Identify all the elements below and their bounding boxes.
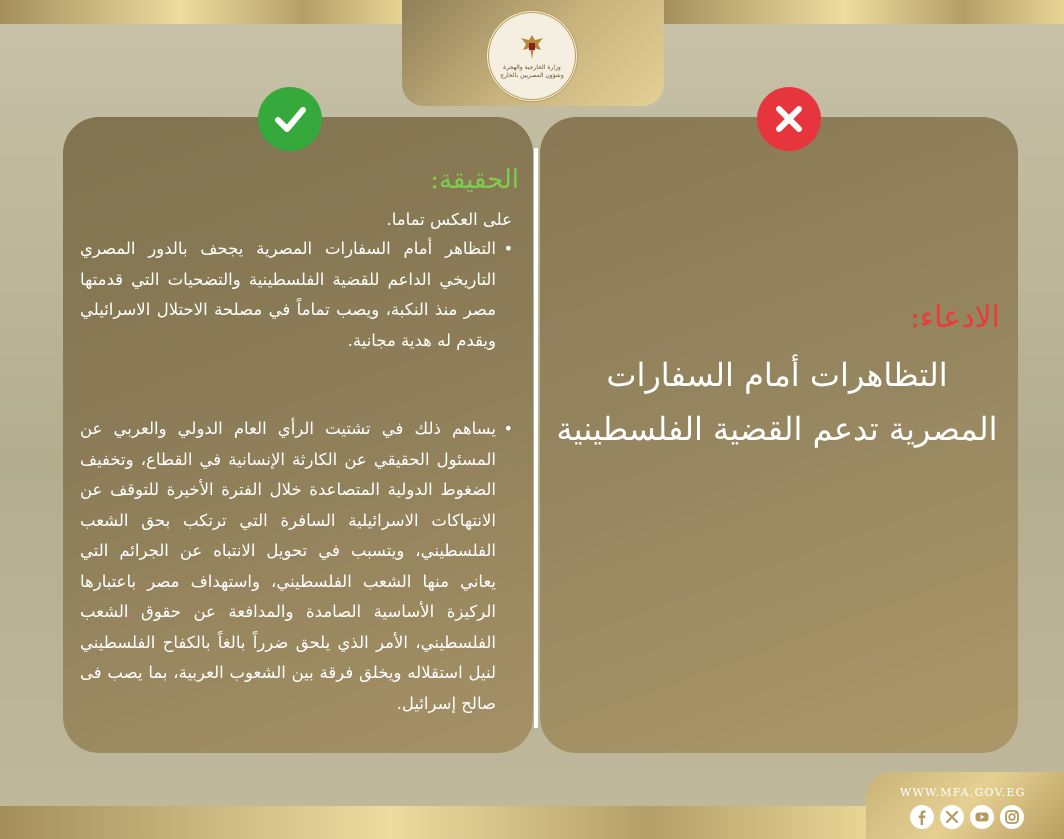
- false-x-badge: [757, 87, 821, 151]
- top-decorative-bar-left: [0, 0, 404, 24]
- fact-intro: على العكس تماما.: [386, 210, 512, 229]
- bottom-decorative-bar: [0, 806, 866, 839]
- bullet-icon: •: [503, 239, 513, 258]
- social-links: [910, 805, 1024, 829]
- fact-list-second: [80, 414, 514, 719]
- claim-text: التظاهرات أمام السفارات المصرية تدعم القضية الفلسطينية: [556, 356, 998, 448]
- claim-heading: الادعاء:: [909, 300, 1000, 335]
- eagle-emblem-icon: [517, 32, 547, 62]
- fact-list-first: [80, 234, 514, 356]
- top-decorative-bar-right: [662, 0, 1064, 24]
- facebook-icon[interactable]: [910, 805, 934, 829]
- youtube-icon[interactable]: [970, 805, 994, 829]
- fact-point: [80, 234, 513, 356]
- true-check-badge: [258, 87, 322, 151]
- x-mark-icon: [769, 99, 809, 139]
- fact-point-text: يساهم ذلك في تشتيت الرأي العام الدولي والعربي عن المسئول الحقيقي عن الكارثة الإنسانية في القطاع، وتخفيف الضغوط الدولية المتصاعدة خلال الفترة الأخيرة للتوقف عن الانتهاكات الاسرائيلية السافرة التي ترتكب بحق الشعب الفلسطيني، ويتسبب في تحويل الانتباه عن الجرائم التي يعاني منها الشعب الفلسطيني، واستهداف مصر باعتبارها الركيزة الأساسية الصامدة والمدافعة عن حقوق الشعب الفلسطيني، الأمر الذي يلحق ضرراً بالغاً بالكفاح الفلسطيني لنيل استقلاله ويخلق فرقة بين الشعوب العربية، بما يصب فى صالح إسرائيل.: [80, 419, 496, 713]
- checkmark-icon: [270, 99, 310, 139]
- x-icon[interactable]: [940, 805, 964, 829]
- seal-text: وزارة الخارجية والهجرة وشؤون المصريين بالخارج: [500, 64, 564, 79]
- fact-point: [80, 414, 513, 719]
- instagram-icon[interactable]: [1000, 805, 1024, 829]
- website-link[interactable]: WWW.MFA.GOV.EG: [900, 786, 1026, 799]
- panel-divider: [534, 148, 538, 728]
- ministry-seal: [486, 10, 578, 102]
- bullet-icon: •: [503, 419, 513, 438]
- fact-heading: الحقيقة:: [430, 165, 519, 195]
- fact-point-text: التظاهر أمام السفارات المصرية يجحف بالدور المصري التاريخي الداعم للقضية الفلسطينية والتضحيات التي قدمتها مصر منذ النكبة، ويصب تماماً في مصلحة الاحتلال الاسرائيلي ويقدم له هدية مجانية.: [80, 239, 496, 350]
